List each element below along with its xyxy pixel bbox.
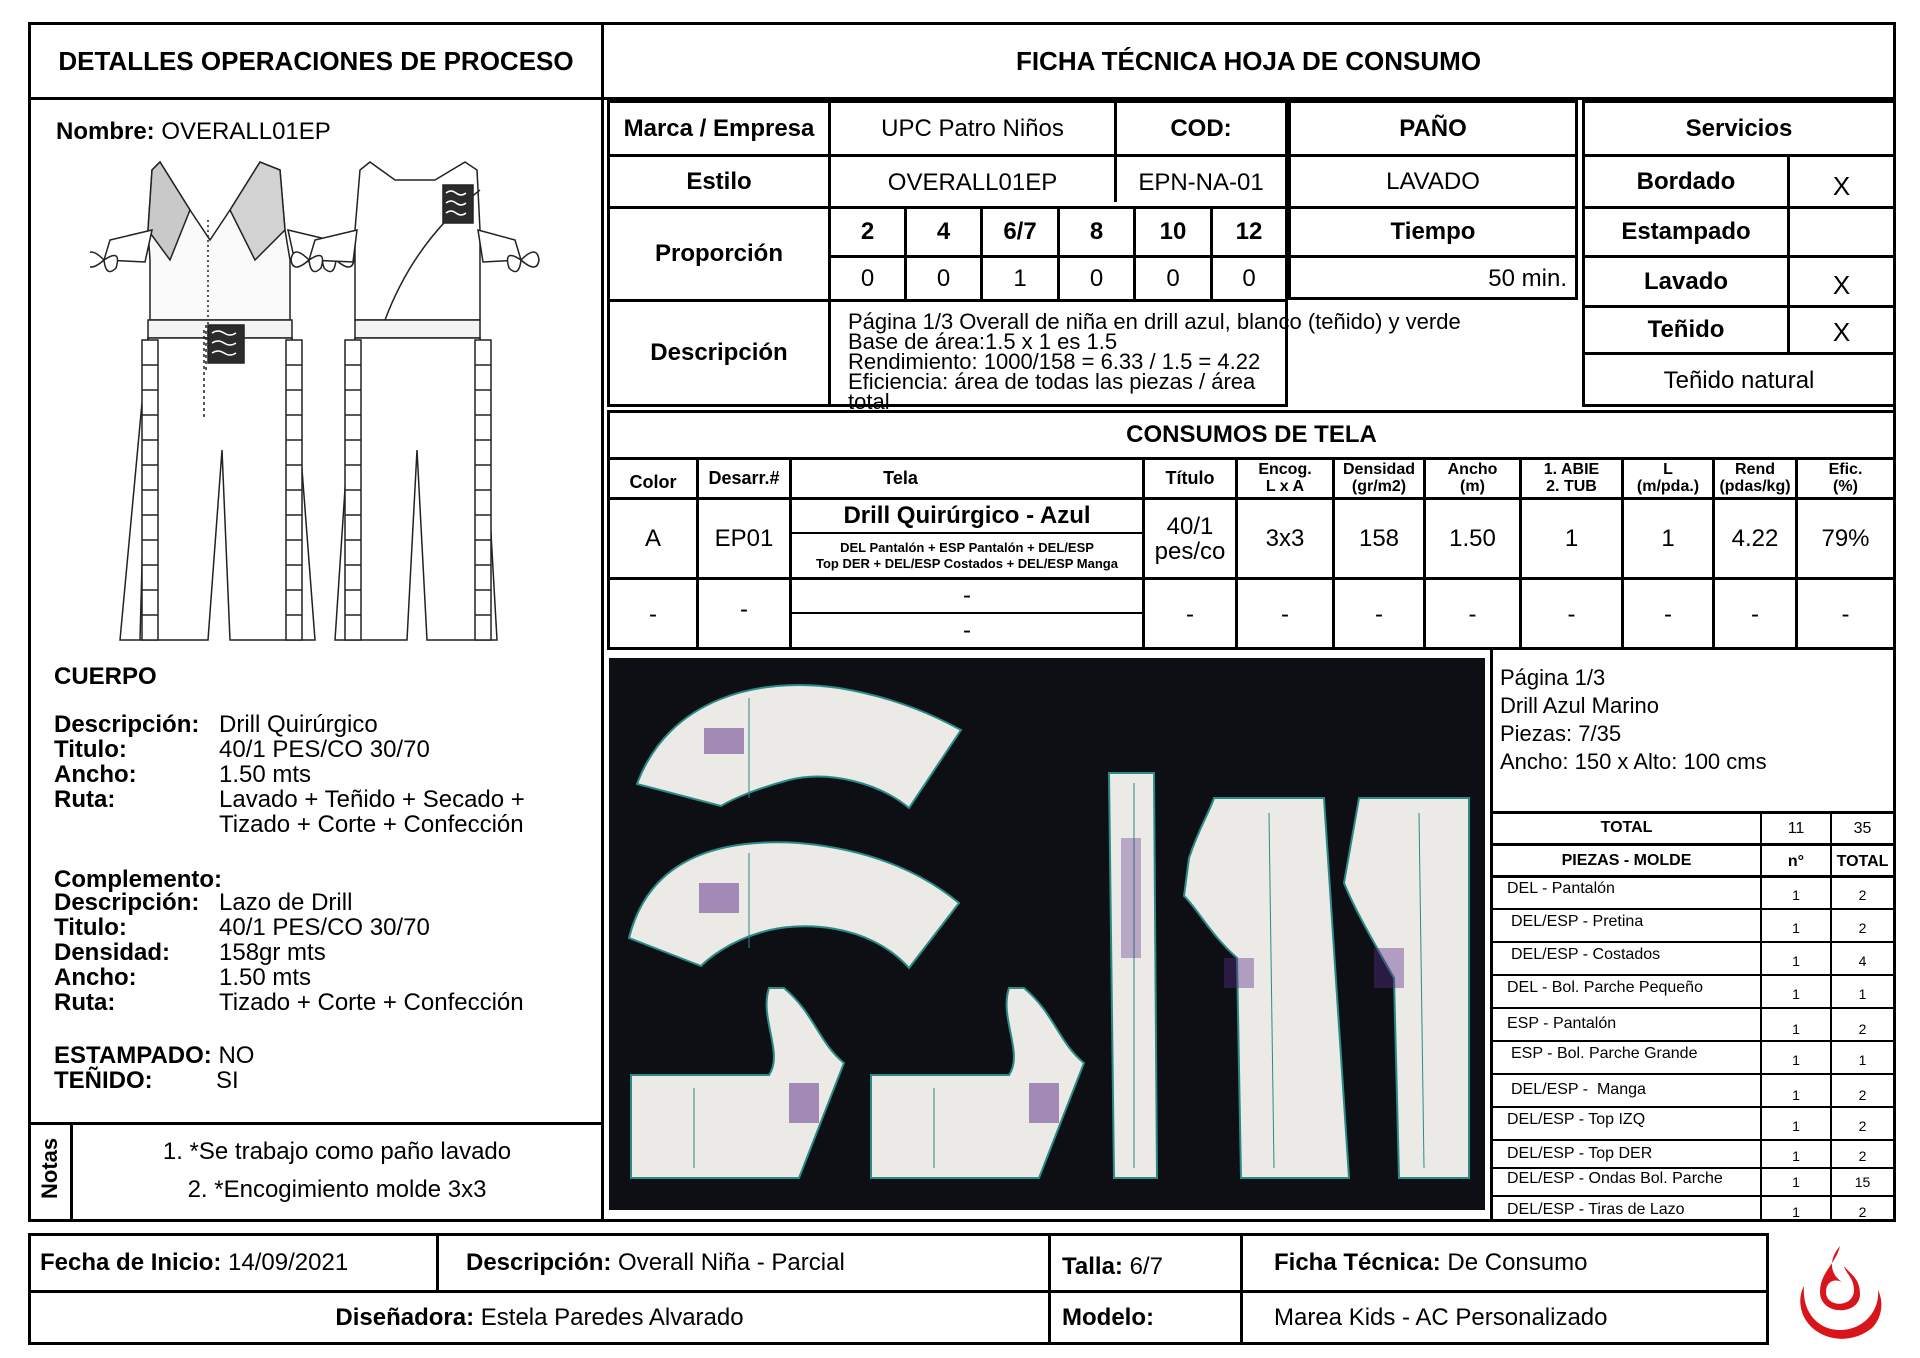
front-left-stripe xyxy=(142,340,158,640)
row1-titulo-2: pes/co xyxy=(1154,537,1226,565)
col-l xyxy=(1624,459,1712,497)
pattern-strip xyxy=(1109,773,1157,1178)
front-sleeve-left xyxy=(90,230,152,272)
talla-label: Talla: xyxy=(1062,1253,1123,1280)
pieza-name: DEL/ESP - Ondas Bol. Parche xyxy=(1507,1170,1723,1187)
col-ancho-2: (m) xyxy=(1460,478,1485,495)
col-encog-2: L x A xyxy=(1265,478,1305,495)
col-ancho-1: Ancho xyxy=(1447,461,1498,478)
row1-desarr: EP01 xyxy=(714,524,774,552)
grid-line xyxy=(792,532,1142,534)
footer-disenadora xyxy=(31,1293,1048,1343)
servicio-lavado: Lavado xyxy=(1643,267,1729,295)
spec-label: Ruta: xyxy=(54,786,116,813)
row2-cell: - xyxy=(963,617,971,644)
size-10: 10 xyxy=(1159,218,1187,245)
complemento-specs xyxy=(54,890,594,1015)
col-densidad-2: (gr/m2) xyxy=(1351,478,1407,495)
col-rend xyxy=(1715,459,1795,497)
spec-value: 40/1 PES/CO 30/70 xyxy=(219,914,430,941)
spec-value: 40/1 PES/CO 30/70 xyxy=(219,736,430,763)
row1-l: 1 xyxy=(1661,524,1675,552)
pieza-n: 1 xyxy=(1792,986,1800,1002)
row2-cell: - xyxy=(1468,601,1477,628)
row2-cell: - xyxy=(1567,601,1576,628)
row2-cell: - xyxy=(1375,601,1383,628)
spec-label: Titulo: xyxy=(54,914,127,941)
piezas-total-n: 11 xyxy=(1787,820,1805,837)
footer-desc-value: Overall Niña - Parcial xyxy=(618,1249,845,1276)
consumos-title: CONSUMOS DE TELA xyxy=(1126,421,1377,448)
row1-tela-sub-1: DEL Pantalón + ESP Pantalón + DEL/ESP xyxy=(840,540,1094,555)
piezas-head-total: TOTAL xyxy=(1836,853,1889,870)
back-left-stripe xyxy=(345,340,361,640)
descripcion-label: Descripción xyxy=(650,339,788,366)
spec-value: Drill Quirúrgico xyxy=(219,711,378,738)
pieza-name: DEL/ESP - Pretina xyxy=(1511,913,1644,930)
spec-value: Tizado + Corte + Confección xyxy=(219,989,524,1016)
pieza-total: 4 xyxy=(1858,953,1867,969)
row1-densidad: 158 xyxy=(1358,524,1400,552)
pieza-total: 1 xyxy=(1858,986,1867,1002)
pieza-name: DEL/ESP - Manga xyxy=(1511,1081,1646,1098)
pieza-row xyxy=(1493,1169,1893,1197)
col-desarr: Desarr.# xyxy=(708,467,780,488)
size-6-7: 6/7 xyxy=(1003,218,1037,245)
cuerpo-title: CUERPO xyxy=(54,663,157,690)
size-value: 0 xyxy=(860,264,875,292)
modelo-label: Modelo: xyxy=(1062,1304,1154,1331)
pieza-row xyxy=(1493,1009,1893,1042)
pano-label: PAÑO xyxy=(1399,114,1467,142)
col-rend-1: Rend xyxy=(1735,461,1775,478)
cod-label: COD: xyxy=(1170,114,1232,142)
servicio-note: Teñido natural xyxy=(1663,367,1815,394)
fecha-label: Fecha de Inicio: xyxy=(40,1249,222,1276)
spec-label: Ancho: xyxy=(54,964,137,991)
col-l-1: L xyxy=(1663,461,1673,478)
nota-2: 2. *Encogimiento molde 3x3 xyxy=(187,1176,487,1203)
row2-cell: - xyxy=(649,601,657,628)
pieza-n: 1 xyxy=(1792,1204,1800,1220)
pagina-line: Piezas: 7/35 xyxy=(1500,721,1622,746)
pagina-line: Ancho: 150 x Alto: 100 cms xyxy=(1500,749,1767,774)
estampado-label: ESTAMPADO: xyxy=(54,1042,212,1069)
col-efic xyxy=(1798,459,1893,497)
piezas-head-label: PIEZAS - MOLDE xyxy=(1561,851,1692,869)
footer-descripcion xyxy=(466,1236,845,1290)
pieza-row xyxy=(1493,1042,1893,1075)
row1-tela-sub-2: Top DER + DEL/ESP Costados + DEL/ESP Manga xyxy=(816,556,1118,571)
size-value: 1 xyxy=(1013,264,1027,292)
footer-ficha xyxy=(1274,1236,1587,1290)
pieza-n: 1 xyxy=(1792,1174,1800,1190)
servicio-tenido: Teñido xyxy=(1647,316,1725,343)
pieza-row xyxy=(1493,943,1893,976)
spec-value: 158gr mts xyxy=(219,939,326,966)
spec-value: 1.50 mts xyxy=(219,964,312,991)
pieza-row xyxy=(1493,877,1893,910)
row2-cell: - xyxy=(1186,601,1194,628)
row2-cell: - xyxy=(740,596,748,623)
pieza-n: 1 xyxy=(1792,1087,1800,1103)
pieza-n: 1 xyxy=(1792,953,1800,969)
spec-label: Densidad: xyxy=(54,939,171,966)
servicio-estampado: Estampado xyxy=(1621,218,1751,245)
size-value: 0 xyxy=(936,264,951,292)
row1-ancho: 1.50 xyxy=(1449,524,1496,552)
proporcion-label: Proporción xyxy=(654,240,783,267)
col-encog xyxy=(1238,459,1332,497)
estilo-label: Estilo xyxy=(686,167,752,195)
nombre-label: Nombre: xyxy=(56,118,155,145)
disenadora-value: Estela Paredes Alvarado xyxy=(480,1304,744,1331)
row1-titulo-1: 40/1 xyxy=(1166,512,1214,540)
pieza-n: 1 xyxy=(1792,1148,1800,1164)
row1-tela-sub xyxy=(792,535,1142,577)
col-rend-2: (pdas/kg) xyxy=(1719,478,1791,495)
tiempo-label: Tiempo xyxy=(1390,218,1476,245)
spec-value: 1.50 mts xyxy=(219,761,312,788)
row2-cell: - xyxy=(963,582,971,609)
col-tela: Tela xyxy=(883,467,918,488)
spec-label: Descripción: xyxy=(54,889,200,916)
row2-cell: - xyxy=(1281,601,1289,628)
pattern-photo xyxy=(609,658,1485,1210)
pieza-n: 1 xyxy=(1792,920,1800,936)
cod-value: EPN-NA-01 xyxy=(1138,168,1264,196)
descripcion-text xyxy=(848,309,1461,414)
fecha-value: 14/09/2021 xyxy=(228,1249,349,1276)
pieza-name: DEL - Pantalón xyxy=(1507,880,1615,897)
pieza-row xyxy=(1493,976,1893,1009)
pieza-name: DEL/ESP - Top DER xyxy=(1507,1145,1653,1162)
spec-label: Ancho: xyxy=(54,761,137,788)
marca-label: Marca / Empresa xyxy=(623,114,815,142)
row1-tela-title: Drill Quirúrgico - Azul xyxy=(843,502,1091,529)
servicios-title: Servicios xyxy=(1685,114,1793,142)
complemento-title: Complemento: xyxy=(54,866,222,893)
ficha-value: De Consumo xyxy=(1447,1249,1588,1276)
size-4: 4 xyxy=(936,218,951,245)
upc-logo-icon xyxy=(1790,1238,1890,1343)
servicio-mark: X xyxy=(1832,171,1851,201)
col-abie xyxy=(1522,459,1621,497)
modelo-value: Marea Kids - AC Personalizado xyxy=(1274,1304,1608,1331)
footer-fecha xyxy=(40,1236,348,1290)
size-2: 2 xyxy=(860,218,875,245)
pieza-total: 2 xyxy=(1858,1148,1867,1164)
back-view-sketch xyxy=(291,162,539,640)
col-titulo: Título xyxy=(1165,467,1215,488)
estampado-line xyxy=(54,1043,254,1093)
back-sleeve-right xyxy=(478,230,539,272)
size-value: 0 xyxy=(1242,264,1256,292)
tiempo-value: 50 min. xyxy=(1488,264,1567,292)
pieza-total: 15 xyxy=(1854,1174,1871,1190)
row2-cell: - xyxy=(1841,601,1850,628)
servicio-mark: X xyxy=(1832,316,1851,347)
size-12: 12 xyxy=(1235,218,1263,245)
pieza-row xyxy=(1493,910,1893,943)
piezas-total-label: TOTAL xyxy=(1600,819,1653,836)
row1-titulo xyxy=(1145,500,1235,577)
row1-abie: 1 xyxy=(1564,524,1579,552)
row1-encog: 3x3 xyxy=(1265,524,1305,552)
row2-cell: - xyxy=(1664,601,1672,628)
notas-label: Notas xyxy=(37,1137,62,1199)
footer-desc-label: Descripción: xyxy=(466,1249,612,1276)
pieza-total: 2 xyxy=(1858,920,1867,936)
spec-value: Tizado + Corte + Confección xyxy=(219,811,524,838)
pieza-n: 1 xyxy=(1792,1052,1800,1068)
left-header: DETALLES OPERACIONES DE PROCESO xyxy=(58,45,574,76)
pieza-n: 1 xyxy=(1792,887,1800,903)
descripcion-line: Eficiencia: área de todas las piezas / área total xyxy=(848,369,1256,414)
grid-line xyxy=(1240,1233,1243,1345)
garment-sketch xyxy=(90,150,540,650)
pieza-name: DEL/ESP - Tiras de Lazo xyxy=(1507,1201,1685,1218)
spec-label: Descripción: xyxy=(54,711,200,738)
footer-talla xyxy=(1062,1240,1163,1294)
marca-value: UPC Patro Niños xyxy=(881,114,1064,142)
pieza-name: ESP - Bol. Parche Grande xyxy=(1511,1045,1698,1062)
col-l-2: (m/pda.) xyxy=(1636,478,1700,495)
col-color: Color xyxy=(629,471,677,492)
disenadora-label: Diseñadora: xyxy=(335,1304,475,1331)
pagina-line: Drill Azul Marino xyxy=(1500,693,1659,718)
spec-value: Lavado + Teñido + Secado + xyxy=(219,786,525,813)
nombre-value: OVERALL01EP xyxy=(161,118,331,145)
notas-divider xyxy=(28,1122,604,1125)
pagina-info xyxy=(1500,664,1892,776)
size-value: 0 xyxy=(1166,264,1180,292)
pieza-total: 2 xyxy=(1858,1087,1867,1103)
pieza-n: 1 xyxy=(1792,1021,1800,1037)
right-header: FICHA TÉCNICA HOJA DE CONSUMO xyxy=(1015,45,1482,76)
pieza-name: ESP - Pantalón xyxy=(1507,1015,1617,1032)
pieza-total: 2 xyxy=(1858,887,1867,903)
pagina-line: Página 1/3 xyxy=(1500,665,1606,690)
servicio-bordado: Bordado xyxy=(1636,167,1736,195)
piezas-head-n: n° xyxy=(1787,853,1805,870)
col-densidad xyxy=(1335,459,1423,497)
pieza-n: 1 xyxy=(1792,1118,1800,1134)
back-right-stripe xyxy=(475,340,491,640)
col-abie-2: 2. TUB xyxy=(1546,478,1597,495)
col-efic-1: Efic. xyxy=(1828,461,1863,478)
talla-value: 6/7 xyxy=(1129,1253,1163,1280)
row1-efic: 79% xyxy=(1821,524,1870,552)
col-ancho xyxy=(1426,459,1519,497)
row2-cell: - xyxy=(1751,601,1759,628)
pieza-name: DEL/ESP - Costados xyxy=(1511,946,1661,963)
descripcion-line: Rendimiento: 1000/158 = 6.33 / 1.5 = 4.22 xyxy=(848,349,1261,374)
col-efic-2: (%) xyxy=(1833,478,1858,495)
front-right-stripe xyxy=(286,340,302,640)
pieza-total: 2 xyxy=(1858,1021,1867,1037)
pieza-name: DEL/ESP - Top IZQ xyxy=(1507,1111,1646,1128)
cuerpo-specs xyxy=(54,712,594,837)
tenido-label: TEÑIDO: xyxy=(54,1067,153,1094)
descripcion-line: Base de área:1.5 x 1 es 1.5 xyxy=(848,329,1118,354)
pieza-row xyxy=(1493,1075,1893,1108)
grid-line xyxy=(1048,1233,1051,1345)
estampado-value: NO xyxy=(218,1042,255,1069)
col-abie-1: 1. ABIE xyxy=(1543,461,1600,478)
pieza-name: DEL - Bol. Parche Pequeño xyxy=(1507,979,1703,996)
grid-line xyxy=(436,1233,439,1290)
estilo-value: OVERALL01EP xyxy=(887,168,1058,196)
servicio-mark xyxy=(1790,209,1893,255)
nombre-line xyxy=(56,118,331,146)
pieza-total: 2 xyxy=(1858,1118,1867,1134)
size-value: 0 xyxy=(1089,264,1104,292)
col-densidad-1: Densidad xyxy=(1342,461,1415,478)
piezas-rows xyxy=(1493,877,1893,1224)
col-encog-1: Encog. xyxy=(1258,461,1312,478)
nota-1: 1. *Se trabajo como paño lavado xyxy=(162,1138,512,1165)
ficha-label: Ficha Técnica: xyxy=(1274,1249,1441,1276)
pieza-total: 2 xyxy=(1858,1204,1867,1220)
pieza-row xyxy=(1493,1141,1893,1169)
pieza-row xyxy=(1493,1108,1893,1141)
pieza-total: 1 xyxy=(1858,1052,1867,1068)
tenido-value: SI xyxy=(216,1067,239,1094)
front-view-sketch xyxy=(90,162,354,640)
row1-rend: 4.22 xyxy=(1731,524,1779,552)
spec-value: Lazo de Drill xyxy=(219,889,353,916)
pano-value: LAVADO xyxy=(1386,167,1480,195)
size-8: 8 xyxy=(1089,218,1104,245)
spec-label: Titulo: xyxy=(54,736,127,763)
row1-color: A xyxy=(644,524,661,552)
piezas-total-total: 35 xyxy=(1853,820,1872,837)
pieza-row xyxy=(1493,1197,1893,1224)
spec-label: Ruta: xyxy=(54,989,116,1016)
descripcion-line: Página 1/3 Overall de niña en drill azul, blanco (teñido) y verde xyxy=(848,309,1461,334)
servicio-mark: X xyxy=(1832,270,1851,300)
